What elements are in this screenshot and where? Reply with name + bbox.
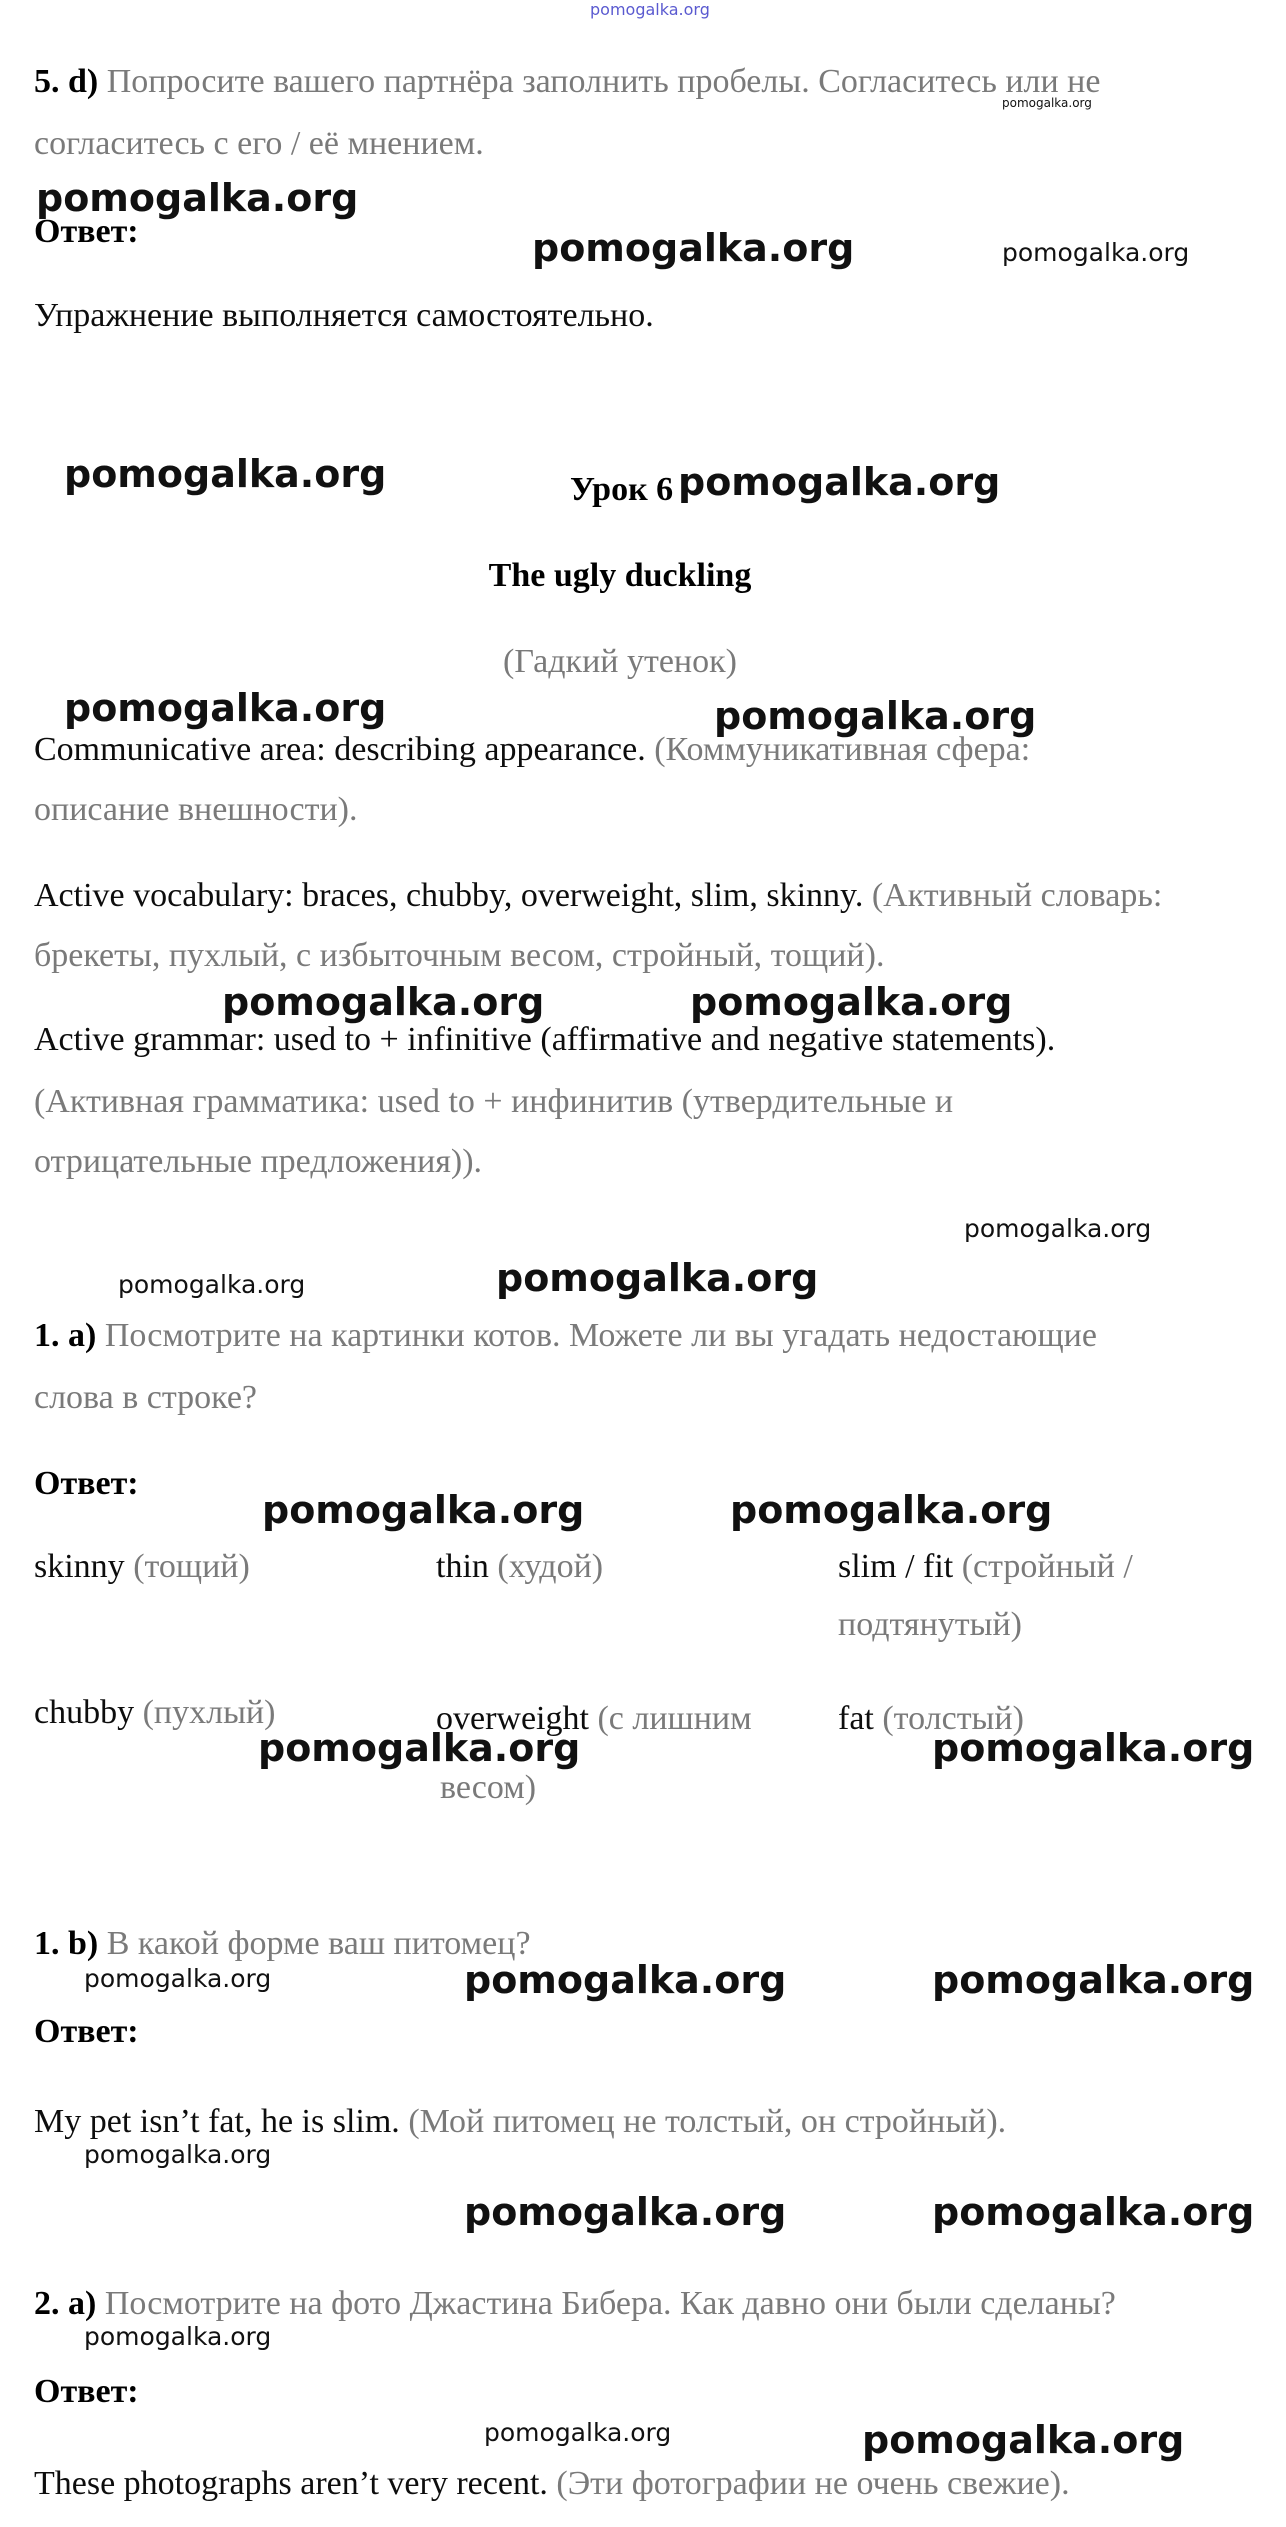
- ex1a-line1: 1. a) Посмотрите на картинки котов. Можете ли вы угадать недостающие: [34, 1317, 1097, 1354]
- watermark: pomogalka.org: [590, 0, 710, 19]
- answer-label: Ответ:: [34, 2013, 139, 2050]
- word-cell: skinny (тощий): [34, 1548, 250, 1585]
- answer-label: Ответ:: [34, 213, 139, 250]
- watermark: pomogalka.org: [222, 980, 545, 1024]
- word-cell: overweight (с лишним: [436, 1700, 752, 1737]
- ex1b-question: 1. b) В какой форме ваш питомец?: [34, 1925, 531, 1962]
- watermark: pomogalka.org: [36, 176, 359, 220]
- ex2a-answer: These photographs aren’t very recent. (Эти фотографии не очень свежие).: [34, 2465, 1070, 2502]
- watermark: pomogalka.org: [730, 1488, 1053, 1532]
- watermark: pomogalka.org: [932, 1726, 1255, 1770]
- word-cell: fat (толстый): [838, 1700, 1024, 1737]
- grammar-line2: (Активная грамматика: used to + инфинитив (утвердительные и: [34, 1083, 954, 1120]
- word-cell: chubby (пухлый): [34, 1694, 276, 1731]
- watermark: pomogalka.org: [690, 980, 1013, 1024]
- exercise-label: 1. b): [34, 1925, 99, 1962]
- word-cell: slim / fit (стройный / подтянутый): [838, 1548, 1133, 1643]
- vocabulary-line1: Active vocabulary: braces, chubby, overweight, slim, skinny. (Активный словарь:: [34, 877, 1163, 914]
- watermark: pomogalka.org: [932, 1958, 1255, 2002]
- watermark: pomogalka.org: [84, 2140, 272, 2169]
- ex1b-answer: My pet isn’t fat, he is slim. (Мой питомец не толстый, он стройный).: [34, 2103, 1007, 2140]
- watermark: pomogalka.org: [496, 1256, 819, 1300]
- watermark: pomogalka.org: [932, 2190, 1255, 2234]
- lesson-subtitle: The ugly duckling: [488, 557, 752, 594]
- ex1a-line2: слова в строке?: [34, 1379, 258, 1416]
- word-cell: thin (худой): [436, 1548, 604, 1585]
- exercise-label: 5. d): [34, 63, 99, 100]
- watermark: pomogalka.org: [84, 2322, 272, 2351]
- watermark: pomogalka.org: [464, 1958, 787, 2002]
- watermark: pomogalka.org: [84, 1964, 272, 1993]
- ex5d-answer: Упражнение выполняется самостоятельно.: [34, 297, 654, 334]
- answer-label: Ответ:: [34, 1465, 139, 1502]
- exercise-label: 2. a): [34, 2285, 97, 2322]
- watermark: pomogalka.org: [64, 452, 387, 496]
- exercise-text: Попросите вашего партнёра заполнить пробелы. Согласитесь или не: [106, 63, 1101, 100]
- watermark: pomogalka.org: [258, 1726, 581, 1770]
- watermark: pomogalka.org: [1002, 238, 1190, 267]
- communicative-line1: Communicative area: describing appearance. (Коммуникативная сфера:: [34, 731, 1031, 768]
- watermark: pomogalka.org: [1002, 96, 1092, 110]
- answer-label: Ответ:: [34, 2373, 139, 2410]
- lesson-subtitle-ru: (Гадкий утенок): [503, 643, 737, 680]
- word-cell-continuation: весом): [440, 1769, 537, 1806]
- communicative-line2: описание внешности).: [34, 791, 358, 828]
- watermark: pomogalka.org: [484, 2418, 672, 2447]
- watermark: pomogalka.org: [262, 1488, 585, 1532]
- watermark: pomogalka.org: [678, 460, 1001, 504]
- watermark: pomogalka.org: [64, 686, 387, 730]
- grammar-line3: отрицательные предложения)).: [34, 1143, 483, 1180]
- watermark: pomogalka.org: [532, 226, 855, 270]
- exercise-label: 1. a): [34, 1317, 97, 1354]
- watermark: pomogalka.org: [118, 1270, 306, 1299]
- watermark: pomogalka.org: [464, 2190, 787, 2234]
- ex5d-line1: [34, 62, 1100, 102]
- lesson-title: Урок 6: [570, 471, 674, 508]
- watermark: pomogalka.org: [714, 694, 1037, 738]
- ex5d-line2: согласитесь с его / её мнением.: [34, 125, 484, 162]
- ex2a-question: 2. a) Посмотрите на фото Джастина Бибера. Как давно они были сделаны?: [34, 2285, 1116, 2322]
- watermark: pomogalka.org: [862, 2418, 1185, 2462]
- grammar-line1: Active grammar: used to + infinitive (affirmative and negative statements).: [34, 1021, 1056, 1058]
- vocabulary-line2: брекеты, пухлый, с избыточным весом, стройный, тощий).: [34, 937, 885, 974]
- watermark: pomogalka.org: [964, 1214, 1152, 1243]
